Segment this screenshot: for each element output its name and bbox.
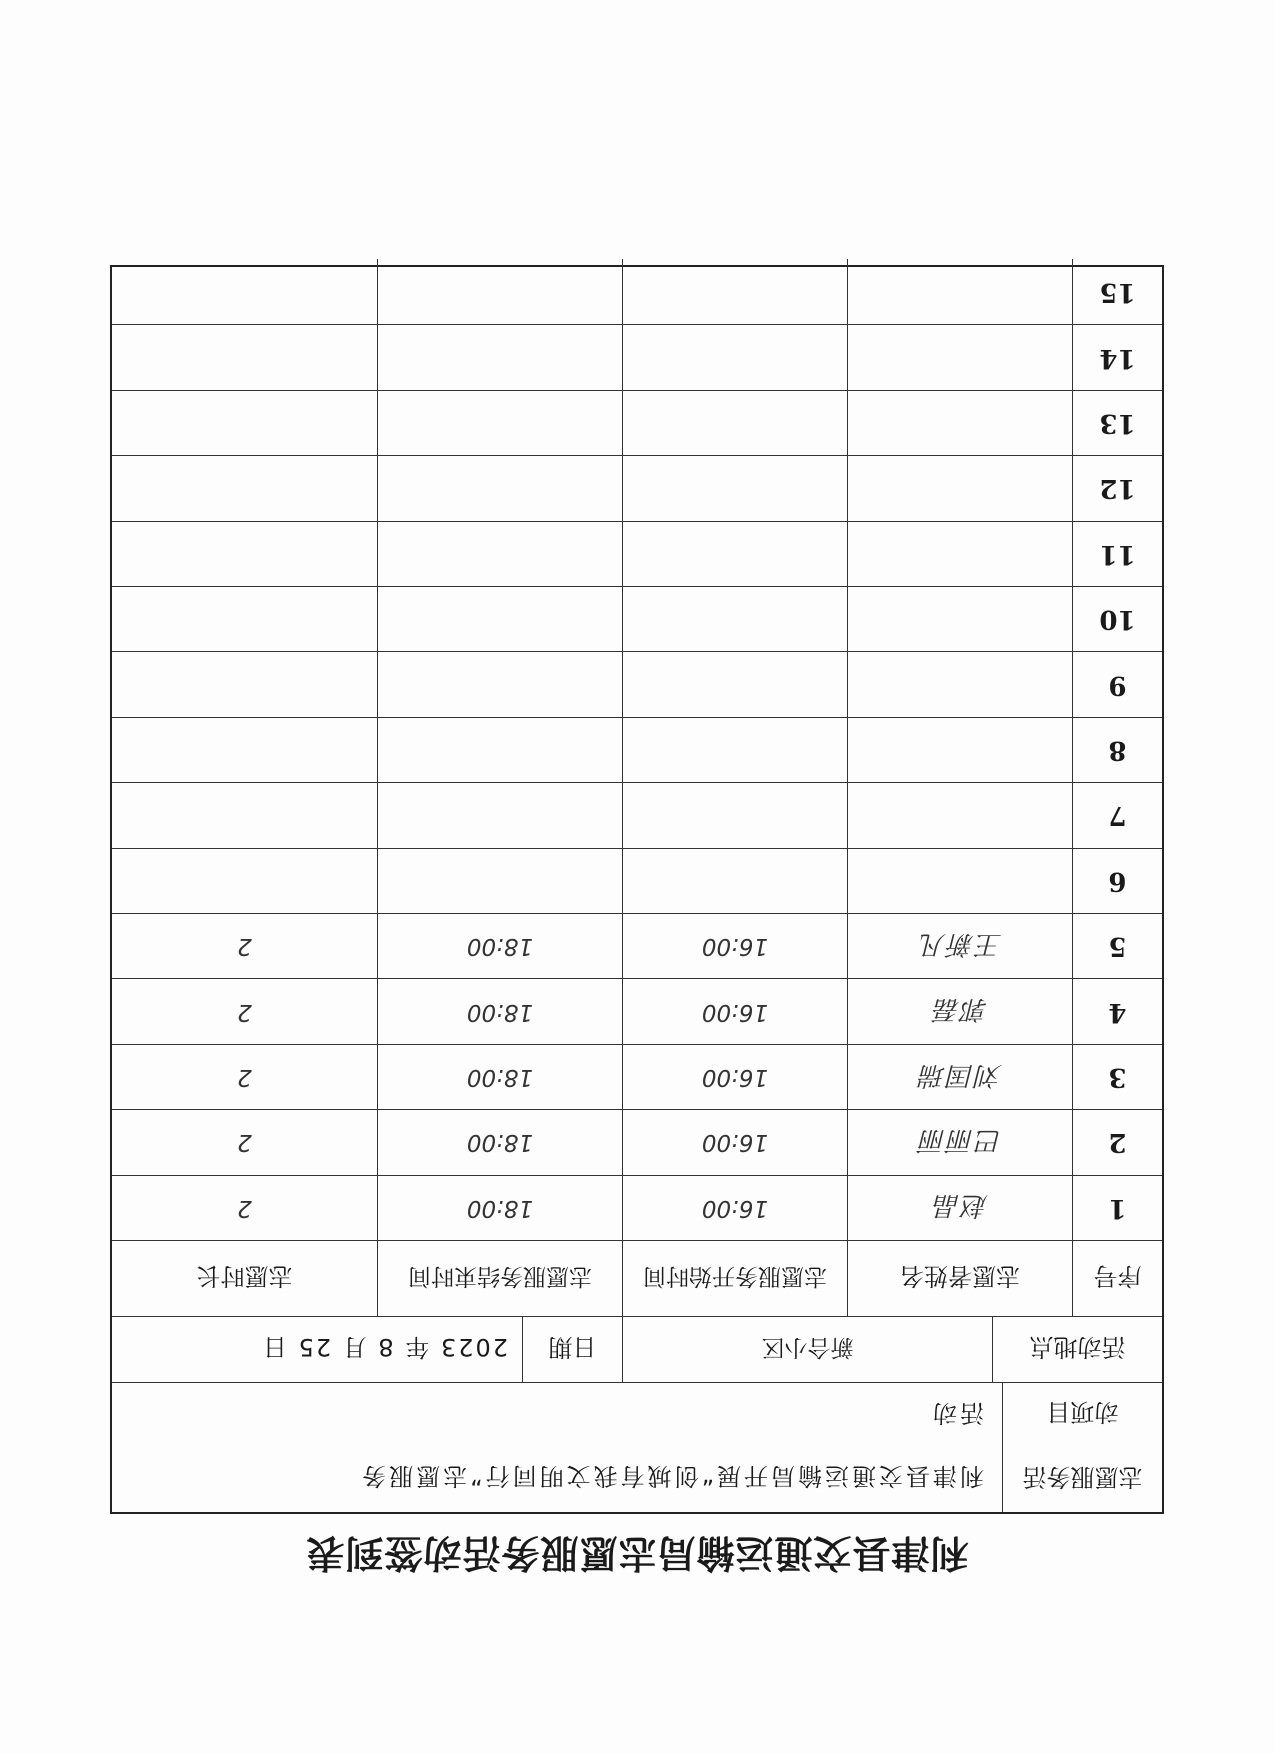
signin-form-table: [110, 265, 1164, 1514]
row-cell-hours: [112, 324, 377, 389]
row-end-text: 18:00: [466, 998, 534, 1025]
row-cell-start: [622, 1175, 847, 1240]
row-cell-end: [377, 259, 622, 324]
row-no-text: 9: [1108, 669, 1127, 700]
row-cell-no: [1072, 848, 1162, 913]
activity-label-cell: [1002, 1382, 1162, 1512]
row-cell-start: [622, 1044, 847, 1109]
row-hours-text: 2: [237, 933, 252, 960]
row-cell-name: [847, 1044, 1072, 1109]
row-cell-end: [377, 1175, 622, 1240]
row-cell-start: [622, 521, 847, 586]
row-start-text: 16:00: [701, 933, 769, 960]
row-no-text: 8: [1108, 735, 1127, 766]
location-value-cell: [622, 1316, 992, 1382]
row-cell-no: [1072, 521, 1162, 586]
row-name-text: 赵晶: [932, 1190, 989, 1221]
row-no-text: 5: [1108, 931, 1127, 962]
row-name-text: 郭磊: [932, 994, 989, 1025]
row-cell-name: [847, 782, 1072, 847]
row-cell-hours: [112, 651, 377, 716]
row-cell-start: [622, 978, 847, 1043]
row-hours-text: 2: [237, 998, 252, 1025]
location-label: 活动地点: [1029, 1333, 1126, 1361]
row-no-text: 3: [1108, 1062, 1127, 1093]
row-cell-hours: [112, 1175, 377, 1240]
row-no-text: 12: [1099, 473, 1136, 504]
col-header-end-text: 志愿服务结束时间: [408, 1263, 592, 1289]
date-value: 2023 年 8 月 25 日: [260, 1333, 508, 1361]
row-cell-no: [1072, 586, 1162, 651]
row-cell-hours: [112, 586, 377, 651]
row-cell-hours: [112, 455, 377, 520]
row-no-text: 1: [1108, 1192, 1127, 1223]
row-cell-end: [377, 521, 622, 586]
row-cell-end: [377, 390, 622, 455]
row-cell-no: [1072, 1175, 1162, 1240]
row-start-text: 16:00: [701, 1194, 769, 1221]
row-cell-no: [1072, 455, 1162, 520]
row-cell-end: [377, 586, 622, 651]
row-cell-hours: [112, 978, 377, 1043]
row-start-text: 16:00: [701, 1129, 769, 1156]
row-cell-name: [847, 848, 1072, 913]
row-cell-name: [847, 978, 1072, 1043]
activity-value-line2: 活动: [930, 1399, 984, 1428]
row-no-text: 10: [1099, 604, 1136, 635]
row-no-text: 11: [1099, 538, 1136, 569]
row-cell-no: [1072, 913, 1162, 978]
row-cell-no: [1072, 782, 1162, 847]
row-cell-hours: [112, 390, 377, 455]
row-cell-name: [847, 521, 1072, 586]
location-label-cell: [992, 1316, 1162, 1382]
row-cell-hours: [112, 913, 377, 978]
document-title: 利津县交通运输局志愿服务活动签到表: [305, 1531, 969, 1575]
row-cell-start: [622, 782, 847, 847]
row-cell-no: [1072, 978, 1162, 1043]
row-cell-no: [1072, 651, 1162, 716]
row-cell-no: [1072, 1044, 1162, 1109]
row-cell-end: [377, 717, 622, 782]
col-header-name-text: 志愿者姓名: [900, 1262, 1020, 1290]
row-start-text: 16:00: [701, 1064, 769, 1091]
row-cell-no: [1072, 717, 1162, 782]
col-header-hours-text: 志愿时长: [196, 1262, 293, 1290]
date-label-cell: [522, 1316, 622, 1382]
row-cell-start: [622, 1109, 847, 1174]
row-end-text: 18:00: [466, 1064, 534, 1091]
col-header-name: [847, 1240, 1072, 1316]
row-no-text: 14: [1099, 342, 1136, 373]
row-cell-no: [1072, 390, 1162, 455]
row-cell-name: [847, 390, 1072, 455]
row-cell-hours: [112, 1109, 377, 1174]
row-end-text: 18:00: [466, 1129, 534, 1156]
col-header-no: [1072, 1240, 1162, 1316]
col-header-start-text: 志愿服务开始时间: [643, 1263, 827, 1289]
row-name-text: 巴丽丽: [918, 1124, 1003, 1155]
row-cell-start: [622, 455, 847, 520]
row-cell-name: [847, 455, 1072, 520]
row-cell-start: [622, 913, 847, 978]
row-name-text: 刘国瑞: [918, 1059, 1003, 1090]
row-cell-hours: [112, 521, 377, 586]
row-hours-text: 2: [237, 1129, 252, 1156]
row-cell-no: [1072, 324, 1162, 389]
row-cell-name: [847, 717, 1072, 782]
row-cell-start: [622, 324, 847, 389]
row-cell-end: [377, 978, 622, 1043]
row-cell-start: [622, 586, 847, 651]
location-value: 新合小区: [761, 1334, 854, 1360]
activity-label-line2: 动项目: [1046, 1398, 1119, 1427]
row-cell-end: [377, 455, 622, 520]
row-cell-name: [847, 324, 1072, 389]
row-cell-hours: [112, 782, 377, 847]
row-cell-hours: [112, 1044, 377, 1109]
row-cell-name: [847, 259, 1072, 324]
row-cell-hours: [112, 717, 377, 782]
col-header-hours: [112, 1240, 377, 1316]
row-no-text: 13: [1099, 408, 1136, 439]
date-value-cell: [112, 1316, 522, 1382]
row-hours-text: 2: [237, 1194, 252, 1221]
row-no-text: 15: [1099, 276, 1136, 307]
row-cell-no: [1072, 259, 1162, 324]
col-header-end: [377, 1240, 622, 1316]
row-end-text: 18:00: [466, 933, 534, 960]
activity-value-line1: 利津县交通运输局开展“创城有我文明同行”志愿服务: [359, 1462, 984, 1491]
row-no-text: 6: [1108, 865, 1127, 896]
row-name-text: 王新凡: [918, 928, 1003, 959]
row-no-text: 4: [1108, 996, 1127, 1027]
row-cell-hours: [112, 259, 377, 324]
row-cell-name: [847, 913, 1072, 978]
row-end-text: 18:00: [466, 1194, 534, 1221]
row-cell-end: [377, 1109, 622, 1174]
row-start-text: 16:00: [701, 998, 769, 1025]
row-cell-name: [847, 1175, 1072, 1240]
row-cell-start: [622, 848, 847, 913]
row-cell-end: [377, 324, 622, 389]
row-cell-name: [847, 651, 1072, 716]
activity-label-line1: 志愿服务活: [1022, 1463, 1143, 1492]
row-cell-end: [377, 848, 622, 913]
row-cell-name: [847, 586, 1072, 651]
row-cell-end: [377, 651, 622, 716]
row-cell-hours: [112, 848, 377, 913]
row-hours-text: 2: [237, 1064, 252, 1091]
row-cell-no: [1072, 1109, 1162, 1174]
row-cell-end: [377, 1044, 622, 1109]
col-header-start: [622, 1240, 847, 1316]
row-cell-end: [377, 913, 622, 978]
row-cell-name: [847, 1109, 1072, 1174]
row-cell-start: [622, 259, 847, 324]
col-header-no-text: 序号: [1093, 1262, 1142, 1290]
row-cell-start: [622, 651, 847, 716]
row-cell-end: [377, 782, 622, 847]
activity-value-cell: [112, 1382, 1002, 1512]
date-label: 日期: [548, 1333, 597, 1361]
row-cell-start: [622, 717, 847, 782]
row-no-text: 2: [1108, 1127, 1127, 1158]
row-no-text: 7: [1108, 800, 1127, 831]
row-cell-start: [622, 390, 847, 455]
